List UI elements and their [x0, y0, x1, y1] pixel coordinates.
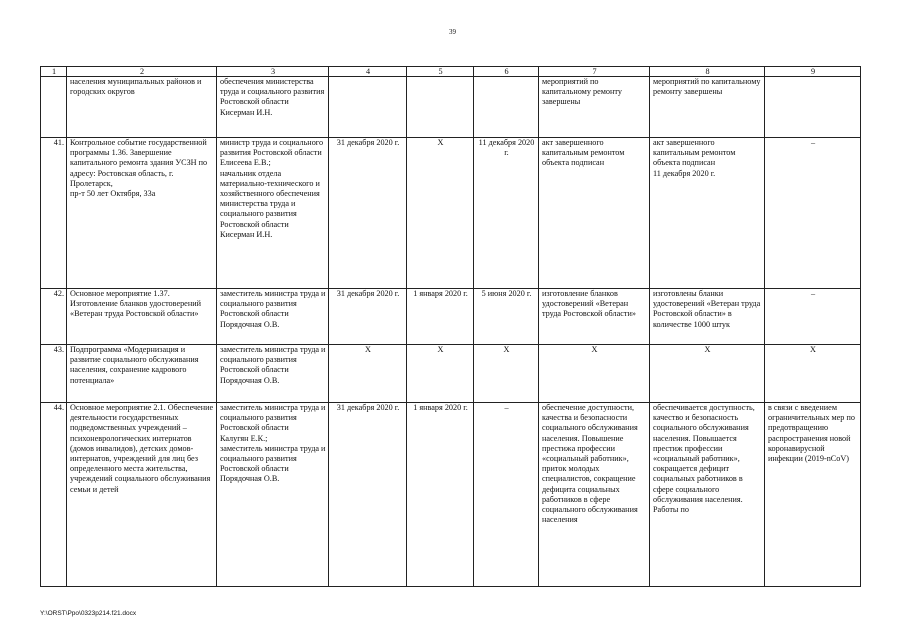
- fact-start-date: 1 января 2020 г.: [407, 403, 474, 587]
- column-number: 7: [539, 67, 650, 77]
- row-number: 43.: [41, 345, 67, 403]
- fact-end-date: –: [474, 403, 539, 587]
- column-number: 8: [650, 67, 765, 77]
- table-row: [41, 138, 861, 289]
- table-row: [41, 403, 861, 587]
- measure-name: населения муниципальных районов и городских округов: [67, 77, 217, 138]
- plan-end-date: [329, 77, 407, 138]
- responsible: обеспечения министерства труда и социального развития Ростовской области Кисерман И.Н.: [217, 77, 329, 138]
- column-number: 1: [41, 67, 67, 77]
- responsible: заместитель министра труда и социального развития Ростовской области Калугян Е.К.; заместитель министра труда и социального развития Ростовской области Порядочная О.В.: [217, 403, 329, 587]
- plan-end-date: Х: [329, 345, 407, 403]
- table-row: [41, 289, 861, 345]
- column-number: 4: [329, 67, 407, 77]
- page-number: 39: [449, 28, 456, 36]
- row-number: 44.: [41, 403, 67, 587]
- result-plan: обеспечение доступности, качества и безопасности социального обслуживания населения. Повышение престижа профессии «социальный работник», приток молодых специалистов, сокращение дефицита социальных работников в сфере социального обслуживания населения: [539, 403, 650, 587]
- reasons: –: [765, 138, 861, 289]
- column-number: 3: [217, 67, 329, 77]
- reasons: –: [765, 289, 861, 345]
- reasons: [765, 77, 861, 138]
- fact-end-date: Х: [474, 345, 539, 403]
- measure-name: Основное мероприятие 1.37. Изготовление бланков удостоверений «Ветеран труда Ростовской области»: [67, 289, 217, 345]
- file-path-footer: Y:\ORST\Ppo\0323p214.f21.docx: [40, 610, 137, 617]
- report-table: [40, 66, 861, 587]
- result-fact: Х: [650, 345, 765, 403]
- result-plan: изготовление бланков удостоверений «Ветеран труда Ростовской области»: [539, 289, 650, 345]
- row-number: 42.: [41, 289, 67, 345]
- responsible: заместитель министра труда и социального развития Ростовской области Порядочная О.В.: [217, 345, 329, 403]
- result-fact: изготовлены бланки удостоверений «Ветеран труда Ростовской области» в количестве 1000 штук: [650, 289, 765, 345]
- measure-name: Подпрограмма «Модернизация и развитие социального обслуживания населения, сохранение кадрового потенциала»: [67, 345, 217, 403]
- column-number: 5: [407, 67, 474, 77]
- fact-start-date: Х: [407, 138, 474, 289]
- result-fact: обеспечивается доступность, качество и безопасность социального обслуживания населения. Повышается престиж профессии «социальный работник», сокращается дефицит социальных работников в сфере социального обслуживания населения. Работы по: [650, 403, 765, 587]
- column-number: 6: [474, 67, 539, 77]
- row-number: [41, 77, 67, 138]
- result-plan: мероприятий по капитальному ремонту завершены: [539, 77, 650, 138]
- plan-end-date: 31 декабря 2020 г.: [329, 403, 407, 587]
- reasons: Х: [765, 345, 861, 403]
- table-row: [41, 77, 861, 138]
- reasons: в связи с введением ограничительных мер по предотвращению распространения новой коронавирусной инфекции (2019-nCoV): [765, 403, 861, 587]
- fact-end-date: 11 декабря 2020 г.: [474, 138, 539, 289]
- result-fact: мероприятий по капитальному ремонту завершены: [650, 77, 765, 138]
- plan-end-date: 31 декабря 2020 г.: [329, 138, 407, 289]
- row-number: 41.: [41, 138, 67, 289]
- fact-start-date: [407, 77, 474, 138]
- table-row: [41, 345, 861, 403]
- fact-end-date: [474, 77, 539, 138]
- responsible: заместитель министра труда и социального развития Ростовской области Порядочная О.В.: [217, 289, 329, 345]
- column-number: 2: [67, 67, 217, 77]
- plan-end-date: 31 декабря 2020 г.: [329, 289, 407, 345]
- measure-name: Основное мероприятие 2.1. Обеспечение деятельности государственных подведомственных учреждений – психоневрологических интернатов (домов инвалидов), детских домов-интернатов, учреждений для лиц без определенного места жительства, учреждений социального обслуживания семьи и детей: [67, 403, 217, 587]
- fact-start-date: 1 января 2020 г.: [407, 289, 474, 345]
- column-number: 9: [765, 67, 861, 77]
- result-plan: акт завершенного капитальным ремонтом объекта подписан: [539, 138, 650, 289]
- fact-start-date: Х: [407, 345, 474, 403]
- result-plan: Х: [539, 345, 650, 403]
- column-number-row: [41, 67, 861, 77]
- responsible: министр труда и социального развития Ростовской области Елисеева Е.В.; начальник отдела материально-технического и хозяйственного обеспечения министерства труда и социального развития Ростовской области Кисерман И.Н.: [217, 138, 329, 289]
- result-fact: акт завершенного капитальным ремонтом объекта подписан 11 декабря 2020 г.: [650, 138, 765, 289]
- fact-end-date: 5 июня 2020 г.: [474, 289, 539, 345]
- measure-name: Контрольное событие государственной программы 1.36. Завершение капитального ремонта здания УСЗН по адресу: Ростовская область, г. Пролетарск, пр-т 50 лет Октября, 33а: [67, 138, 217, 289]
